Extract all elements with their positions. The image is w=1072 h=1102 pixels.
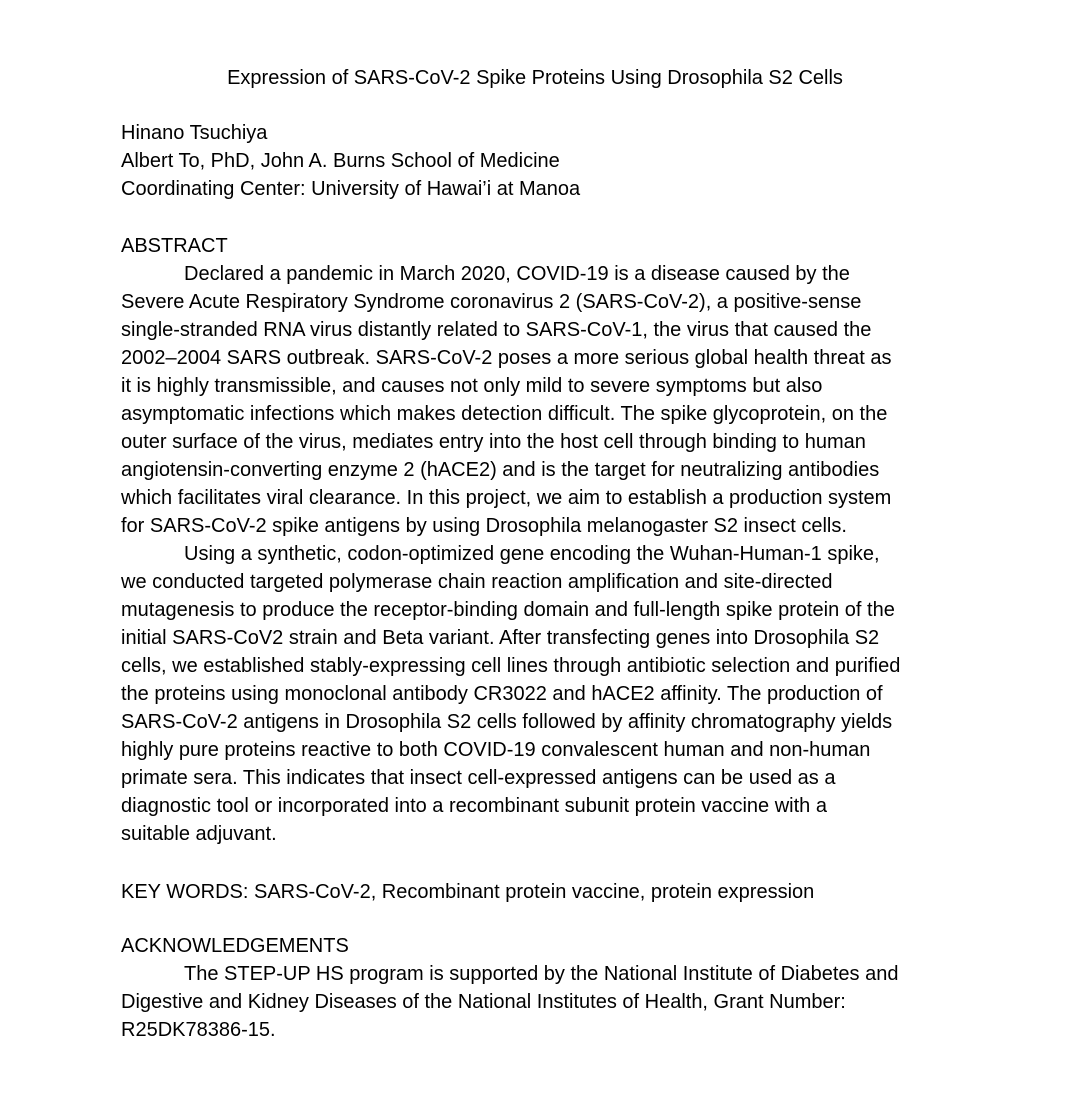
abstract-line: Declared a pandemic in March 2020, COVID-19 is a disease caused by the [184, 263, 850, 285]
abstract-line: 2002–2004 SARS outbreak. SARS-CoV-2 poses a more serious global health threat as [121, 347, 892, 369]
abstract-line: for SARS-CoV-2 spike antigens by using Drosophila melanogaster S2 insect cells. [121, 515, 847, 537]
abstract-line: which facilitates viral clearance. In this project, we aim to establish a production system [121, 487, 892, 509]
abstract-line: single-stranded RNA virus distantly related to SARS-CoV-1, the virus that caused the [121, 319, 872, 341]
abstract-line: SARS-CoV-2 antigens in Drosophila S2 cells followed by affinity chromatography yields [121, 711, 893, 733]
acknowledgements-line: Digestive and Kidney Diseases of the National Institutes of Health, Grant Number: [121, 991, 846, 1013]
mentor-affiliation: Albert To, PhD, John A. Burns School of Medicine [121, 150, 560, 172]
abstract-line: angiotensin-converting enzyme 2 (hACE2) and is the target for neutralizing antibodies [121, 459, 880, 481]
acknowledgements-line: The STEP-UP HS program is supported by the National Institute of Diabetes and [184, 963, 899, 985]
abstract-line: outer surface of the virus, mediates entry into the host cell through binding to human [121, 431, 866, 453]
student-name: Hinano Tsuchiya [121, 122, 268, 144]
abstract-paragraph-2 [121, 540, 961, 848]
abstract-line: suitable adjuvant. [121, 823, 277, 845]
abstract-line: Using a synthetic, codon-optimized gene encoding the Wuhan-Human-1 spike, [184, 543, 880, 565]
abstract-line: cells, we established stably-expressing cell lines through antibiotic selection and purified [121, 655, 901, 677]
author-block [121, 119, 961, 203]
abstract-paragraph-1 [121, 260, 961, 540]
abstract-line: diagnostic tool or incorporated into a recombinant subunit protein vaccine with a [121, 795, 827, 817]
acknowledgements-heading: ACKNOWLEDGEMENTS [121, 935, 349, 957]
abstract-heading: ABSTRACT [121, 235, 228, 257]
keywords-line: KEY WORDS: SARS-CoV-2, Recombinant protein vaccine, protein expression [121, 881, 815, 903]
keywords-section [121, 878, 961, 906]
document-title: Expression of SARS-CoV-2 Spike Proteins Using Drosophila S2 Cells [227, 67, 843, 89]
acknowledgements-section [121, 932, 961, 1044]
abstract-line: the proteins using monoclonal antibody CR3022 and hACE2 affinity. The production of [121, 683, 883, 705]
abstract-line: it is highly transmissible, and causes not only mild to severe symptoms but also [121, 375, 823, 397]
abstract-line: mutagenesis to produce the receptor-binding domain and full-length spike protein of the [121, 599, 895, 621]
coordinating-center: Coordinating Center: University of Hawai’i at Manoa [121, 178, 581, 200]
abstract-line: highly pure proteins reactive to both COVID-19 convalescent human and non-human [121, 739, 871, 761]
abstract-section [121, 232, 961, 848]
abstract-line: asymptomatic infections which makes detection difficult. The spike glycoprotein, on the [121, 403, 888, 425]
abstract-line: Severe Acute Respiratory Syndrome coronavirus 2 (SARS-CoV-2), a positive-sense [121, 291, 862, 313]
acknowledgements-line: R25DK78386-15. [121, 1019, 276, 1041]
abstract-line: we conducted targeted polymerase chain reaction amplification and site-directed [121, 571, 833, 593]
abstract-line: primate sera. This indicates that insect cell-expressed antigens can be used as a [121, 767, 836, 789]
abstract-line: initial SARS-CoV2 strain and Beta variant. After transfecting genes into Drosophila S2 [121, 627, 880, 649]
